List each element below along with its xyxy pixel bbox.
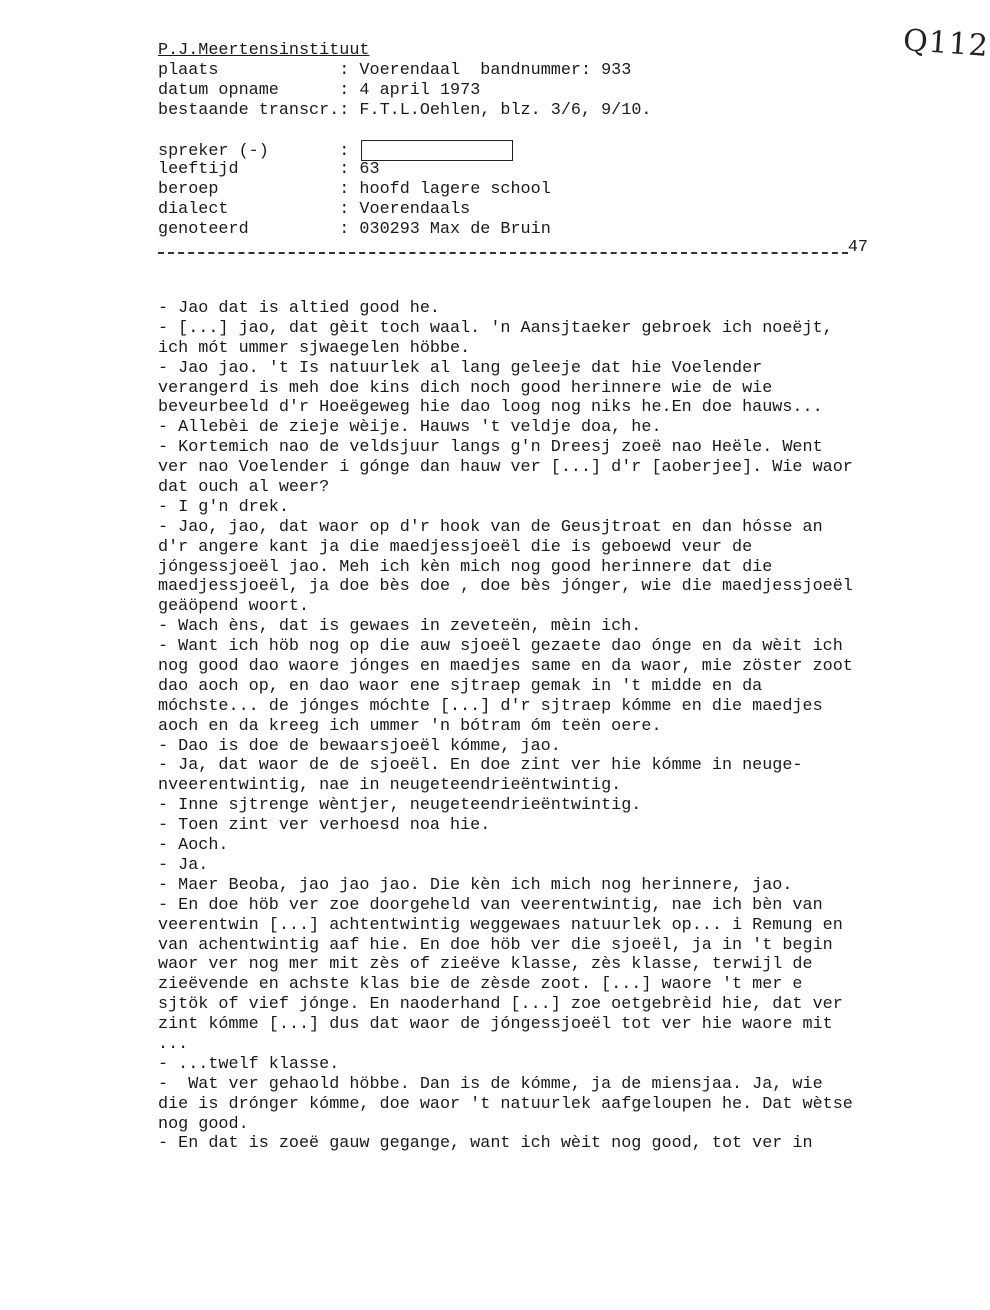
transcript-line: - En dat is zoeë gauw gegange, want ich wèit nog good, tot ver in	[158, 1134, 813, 1154]
header-field	[158, 180, 651, 200]
transcript-line: - Dao is doe de bewaarsjoeël kómme, jao.	[158, 736, 561, 756]
transcript-line: - Wach èns, dat is gewaes in zeveteën, mèin ich.	[158, 617, 642, 637]
speaker-name-redaction-box	[361, 140, 513, 161]
field-label: beroep	[158, 180, 219, 200]
transcript-line: dao aoch op, en dao waor ene sjtraep gemak in 't midde en da	[158, 676, 763, 696]
transcript-line: - I g'n drek.	[158, 497, 289, 517]
header-field	[158, 220, 651, 240]
separator-rule	[158, 238, 868, 258]
transcript-line: - Jao jao. 't Is natuurlek al lang geleeje dat hie Voelender	[158, 358, 763, 378]
field-value: F.T.L.Oehlen, blz. 3/6, 9/10.	[359, 100, 652, 120]
transcript-line: verangerd is meh doe kins dich noch good herinnere wie de wie	[158, 378, 773, 398]
field-label: datum opname	[158, 80, 279, 100]
field-label: plaats	[158, 60, 219, 80]
field-colon: :	[339, 200, 360, 220]
field-colon: :	[339, 142, 360, 162]
field-value: 63	[359, 160, 380, 180]
field-label: dialect	[158, 200, 229, 220]
transcript-line: ver nao Voelender i gónge dan hauw ver [...] d'r [aoberjee]. Wie waor	[158, 458, 853, 478]
field-value: 030293 Max de Bruin	[359, 220, 551, 240]
field-value: hoofd lagere school	[359, 180, 551, 200]
header-field	[158, 140, 651, 160]
field-colon: :	[339, 80, 360, 100]
transcript-line: - Jao, jao, dat waor op d'r hook van de Geusjtroat en dan hósse an	[158, 517, 823, 537]
institute-title: P.J.Meertensinstituut	[158, 41, 370, 60]
page-number: 47	[847, 238, 868, 257]
transcript-line: veerentwin [...] achtentwintig weggewaes natuurlek op... i Remung en	[158, 915, 843, 935]
header-field	[158, 160, 651, 180]
transcript-line: ...	[158, 1034, 189, 1054]
header-block	[158, 41, 651, 240]
header-field	[158, 61, 651, 81]
transcript-line: - Allebèi de zieje wèije. Hauws 't veldje doa, he.	[158, 418, 662, 438]
transcript-line: geäöpend woort.	[158, 597, 310, 617]
field-label: leeftijd	[158, 160, 239, 180]
handwritten-page-mark: Q112	[901, 23, 990, 64]
field-colon: :	[339, 180, 360, 200]
transcript-line: - Inne sjtrenge wèntjer, neugeteendrieëntwintig.	[158, 796, 642, 816]
field-colon: :	[339, 100, 360, 120]
header-field	[158, 101, 651, 121]
field-colon: :	[339, 160, 360, 180]
transcript-line: - Maer Beoba, jao jao jao. Die kèn ich mich nog herinnere, jao.	[158, 875, 793, 895]
transcript-line: die is drónger kómme, doe waor 't natuurlek aafgeloupen he. Dat wètse	[158, 1094, 853, 1114]
transcript-line: d'r angere kant ja die maedjessjoeël die is geboewd veur de	[158, 537, 753, 557]
header-field	[158, 200, 651, 220]
field-label: bestaande transcr.	[158, 100, 340, 120]
transcript-body	[158, 299, 853, 1154]
transcript-line: nveerentwintig, nae in neugeteendrieëntwintig.	[158, 776, 622, 796]
transcript-line: sjtök of vief jónge. En naoderhand [...] zoe oetgebrèid hie, dat ver	[158, 995, 843, 1015]
field-value: Voerendaal bandnummer: 933	[359, 60, 632, 80]
field-value: 4 april 1973	[359, 80, 481, 100]
transcript-line: - Want ich höb nog op die auw sjoeël gezaete dao ónge en da wèit ich	[158, 637, 843, 657]
transcript-line: dat ouch al weer?	[158, 478, 330, 498]
transcript-line: zieëvende en achste klas bie de zèsde zoot. [...] waore 't mer e	[158, 975, 803, 995]
field-label: genoteerd	[158, 220, 249, 240]
dashed-line	[158, 252, 848, 254]
transcript-line: - Ja, dat waor de de sjoeël. En doe zint ver hie kómme in neuge-	[158, 756, 803, 776]
transcript-line: waor ver nog mer mit zès of zieëve klasse, zès klasse, terwijl de	[158, 955, 813, 975]
transcript-line: - En doe höb ver zoe doorgeheld van veerentwintig, nae ich bèn van	[158, 895, 823, 915]
transcript-line: - Kortemich nao de veldsjuur langs g'n Dreesj zoeë nao Heële. Went	[158, 438, 823, 458]
transcript-line: aoch en da kreeg ich ummer 'n bótram óm teën oere.	[158, 716, 662, 736]
field-colon: :	[339, 220, 360, 240]
transcript-line: - Jao dat is altied good he.	[158, 299, 440, 318]
transcript-line: - [...] jao, dat gèit toch waal. 'n Aansjtaeker gebroek ich noeëjt,	[158, 318, 833, 338]
transcript-line: nog good.	[158, 1114, 249, 1134]
transcript-line: jóngessjoeël jao. Meh ich kèn mich nog good herinnere dat die	[158, 557, 773, 577]
transcript-line: - Toen zint ver verhoesd noa hie.	[158, 816, 491, 836]
transcript-line: zint kómme [...] dus dat waor de jóngessjoeël tot ver hie waore mit	[158, 1015, 833, 1035]
transcript-line: van achentwintig aaf hie. En doe höb ver die sjoeël, ja in 't begin	[158, 935, 833, 955]
transcript-line: móchste... de jónges móchte [...] d'r sjtraep kómme en die maedjes	[158, 696, 823, 716]
transcript-line: - Ja.	[158, 855, 209, 875]
transcript-line: - Wat ver gehaold höbbe. Dan is de kómme, ja de miensjaa. Ja, wie	[158, 1074, 823, 1094]
header-field	[158, 81, 651, 101]
field-value: Voerendaals	[359, 200, 471, 220]
transcript-line: maedjessjoeël, ja doe bès doe , doe bès jónger, wie die maedjessjoeël	[158, 577, 853, 597]
transcript-line: ich mót ummer sjwaegelen höbbe.	[158, 338, 471, 358]
transcript-line: beveurbeeld d'r Hoeëgeweg hie dao loog nog niks he.En doe hauws...	[158, 398, 823, 418]
field-label: spreker (-)	[158, 142, 269, 162]
transcript-line: - ...twelf klasse.	[158, 1054, 340, 1074]
field-colon: :	[339, 60, 360, 80]
transcript-line: - Aoch.	[158, 836, 229, 856]
transcript-line: nog good dao waore jónges en maedjes same en da waor, mie zöster zoot	[158, 657, 853, 677]
